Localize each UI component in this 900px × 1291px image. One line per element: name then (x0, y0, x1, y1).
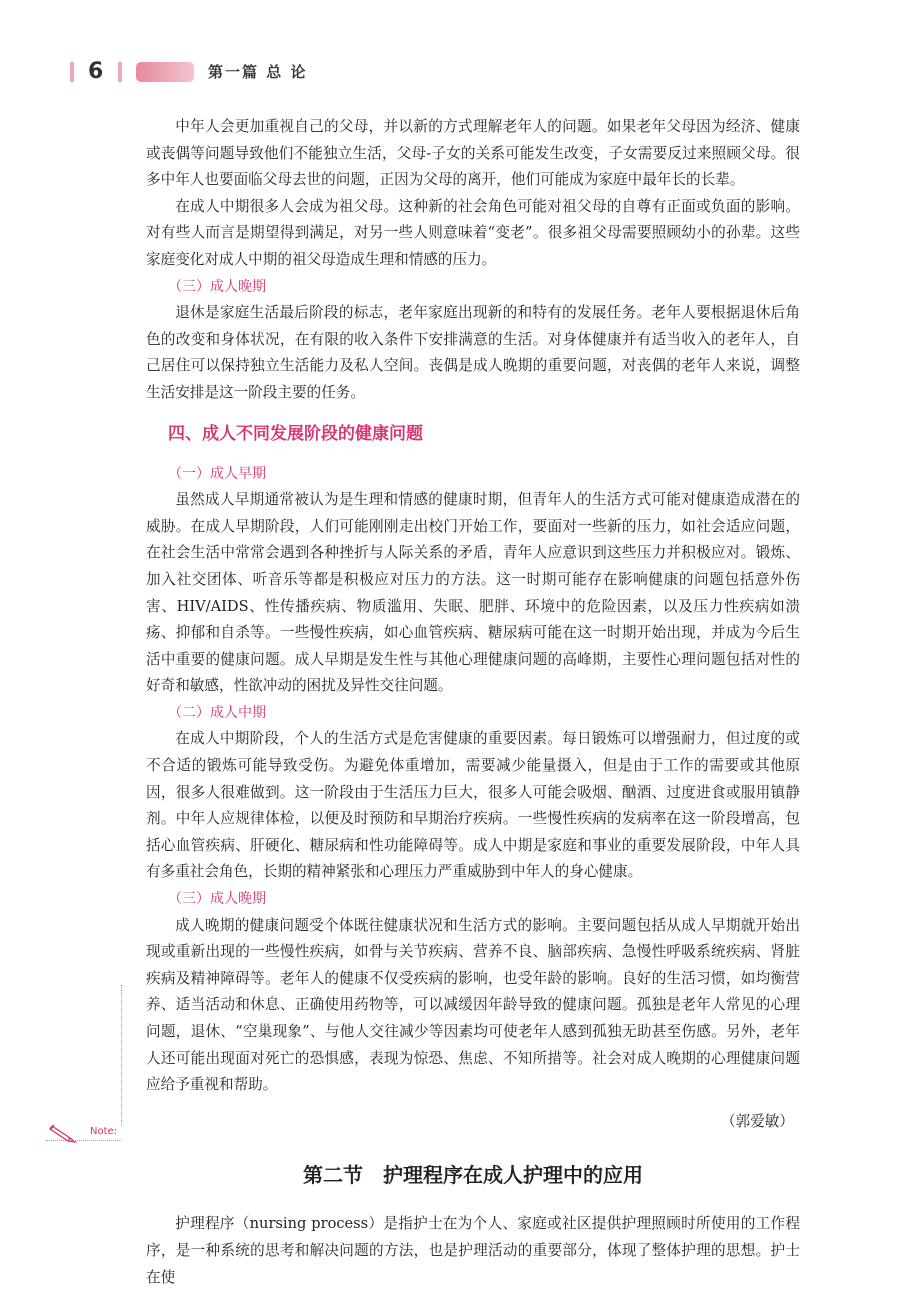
header-bar-right (118, 62, 122, 82)
page-number: 6 (88, 59, 104, 84)
header-color-block (136, 62, 194, 82)
margin-note (44, 1118, 124, 1148)
subheading-early-adulthood: （一）成人早期 (168, 465, 266, 482)
note-underline (46, 1140, 122, 1141)
section-heading-health-problems: 四、成人不同发展阶段的健康问题 (168, 423, 423, 444)
note-label: Note: (90, 1126, 118, 1137)
chapter-title: 第一篇 总 论 (208, 63, 308, 81)
header-bar-left (70, 62, 74, 82)
paragraph-3: 退休是家庭生活最后阶段的标志，老年家庭出现新的和特有的发展任务。老年人要根据退休后角色的改变和身体状况，在有限的收入条件下安排满意的生活。对身体健康并有适当收入的老年人，自己居住可以保持独立生活能力及私人空间。丧偶是成人晚期的重要问题，对丧偶的老年人来说，调整生活安排是这一阶段主要的任务。 (146, 304, 800, 401)
paragraph-2: 在成人中期很多人会成为祖父母。这种新的社会角色可能对祖父母的自尊有正面或负面的影响。对有些人而言是期望得到满足，对另一些人则意味着“变老”。很多祖父母需要照顾幼小的孙辈。这些家庭变化对成人中期的祖父母造成生理和情感的压力。 (146, 197, 800, 268)
paragraph-1: 中年人会更加重视自己的父母，并以新的方式理解老年人的问题。如果老年父母因为经济、健康或丧偶等问题导致他们不能独立生活，父母-子女的关系可能发生改变，子女需要反过来照顾父母。很多中年人也要面临父母去世的问题，正因为父母的离开，他们可能成为家庭中最年长的长辈。 (146, 118, 800, 189)
paragraph-7: 护理程序（nursing process）是指护士在为个人、家庭或社区提供护理照顾时所使用的工作程序，是一种系统的思考和解决问题的方法，也是护理活动的重要部分，体现了整体护理的思想。护士在使 (146, 1215, 800, 1286)
pencil-icon (48, 1122, 86, 1148)
page-body (146, 114, 800, 1291)
paragraph-5: 在成人中期阶段，个人的生活方式是危害健康的重要因素。每日锻炼可以增强耐力，但过度的或不合适的锻炼可能导致受伤。为避免体重增加，需要减少能量摄入，但是由于工作的需要或其他原因，很多人很难做到。这一阶段由于生活压力巨大，很多人可能会吸烟、酗酒、过度进食或服用镇静剂。中年人应规律体检，以便及时预防和早期治疗疾病。一些慢性疾病的发病率在这一阶段增高，包括心血管疾病、肝硬化、糖尿病和性功能障碍等。成人中期是家庭和事业的重要发展阶段，中年人具有多重社会角色，长期的精神紧张和心理压力严重威胁到中年人的身心健康。 (146, 730, 800, 881)
subheading-middle-adulthood: （二）成人中期 (168, 704, 266, 721)
running-header (0, 58, 900, 88)
subheading-late-adulthood-family: （三）成人晚期 (168, 278, 266, 295)
author-signature: （郭爱敏） (721, 1112, 794, 1130)
paragraph-4: 虽然成人早期通常被认为是生理和情感的健康时期，但青年人的生活方式可能对健康造成潜在的威胁。在成人早期阶段，人们可能刚刚走出校门开始工作，要面对一些新的压力，如社会适应问题，在社会生活中常常会遇到各种挫折与人际关系的矛盾，青年人应意识到这些压力并积极应对。锻炼、加入社交团体、听音乐等都是积极应对压力的方法。这一时期可能存在影响健康的问题包括意外伤害、HIV/AIDS、性传播疾病、物质滥用、失眠、肥胖、环境中的危险因素，以及压力性疾病如溃疡、抑郁和自杀等。一些慢性疾病，如心血管疾病、糖尿病可能在这一时期开始出现，并成为今后生活中重要的健康问题。成人早期是发生性与其他心理健康问题的高峰期，主要性心理问题包括对性的好奇和敏感，性欲冲动的困扰及异性交往问题。 (146, 491, 800, 695)
margin-dotted-line (121, 985, 122, 1125)
section-title: 第二节 护理程序在成人护理中的应用 (303, 1163, 643, 1188)
subheading-late-adulthood-health: （三）成人晚期 (168, 891, 266, 908)
paragraph-6: 成人晚期的健康问题受个体既往健康状况和生活方式的影响。主要问题包括从成人早期就开始出现或重新出现的一些慢性疾病，如骨与关节疾病、营养不良、脑部疾病、急慢性呼吸系统疾病、肾脏疾病及精神障碍等。老年人的健康不仅受疾病的影响，也受年龄的影响。良好的生活习惯，如均衡营养、适当活动和休息、正确使用药物等，可以减缓因年龄导致的健康问题。孤独是老年人常见的心理问题，退休、“空巢现象”、与他人交往减少等因素均可使老年人感到孤独无助甚至伤感。另外，老年人还可能出现面对死亡的恐惧感，表现为惊恐、焦虑、不知所措等。社会对成人晚期的心理健康问题应给予重视和帮助。 (146, 916, 800, 1094)
